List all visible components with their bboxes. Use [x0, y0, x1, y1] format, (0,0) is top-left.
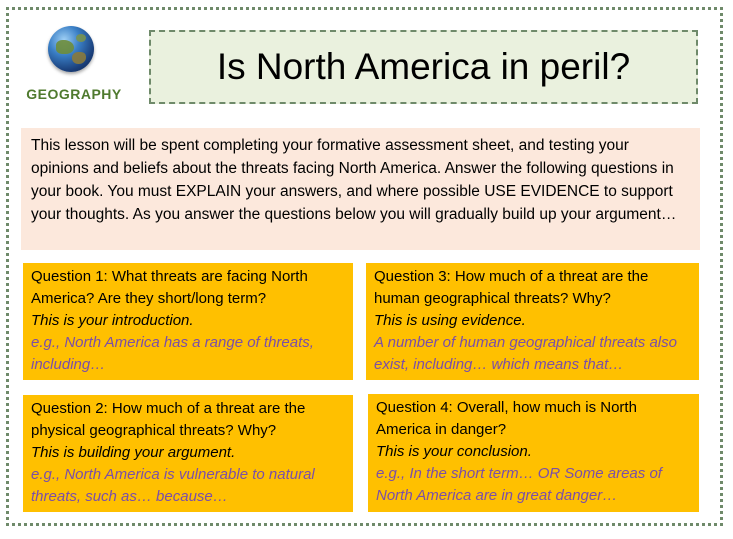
question-1-box: [23, 263, 353, 380]
question-3-box: [366, 263, 699, 380]
question-3-text: Question 3: How much of a threat are the human geographical threats? Why?: [374, 268, 649, 307]
question-4-example: e.g., In the short term… OR Some areas of North America are in great danger…: [376, 465, 662, 504]
question-3-example: A number of human geographical threats also exist, including… which means that…: [374, 334, 677, 373]
globe-icon: [48, 26, 94, 72]
question-1-note: This is your introduction.: [31, 312, 194, 329]
question-2-text: Question 2: How much of a threat are the physical geographical threats? Why?: [31, 400, 306, 439]
question-4-text: Question 4: Overall, how much is North America in danger?: [376, 399, 637, 438]
question-4-note: This is your conclusion.: [376, 443, 532, 460]
question-3-note: This is using evidence.: [374, 312, 526, 329]
title-box: [149, 30, 698, 104]
logo-label: GEOGRAPHY: [26, 86, 122, 102]
question-2-box: [23, 395, 353, 512]
intro-text: This lesson will be spent completing your formative assessment sheet, and testing your opinions and beliefs about the threats facing North America. Answer the following questions in your book. You must EXPLAIN your answers, and where possible USE EVIDENCE to support your thoughts. As you answer the questions below you will gradually build up your argument…: [21, 128, 700, 250]
page-title: Is North America in peril?: [216, 46, 631, 87]
question-1-text: Question 1: What threats are facing North America? Are they short/long term?: [31, 268, 308, 307]
question-1-example: e.g., North America has a range of threats, including…: [31, 334, 314, 373]
question-2-example: e.g., North America is vulnerable to natural threats, such as… because…: [31, 466, 315, 505]
question-4-box: [368, 394, 699, 512]
question-2-note: This is building your argument.: [31, 444, 236, 461]
geography-logo: [22, 26, 126, 108]
